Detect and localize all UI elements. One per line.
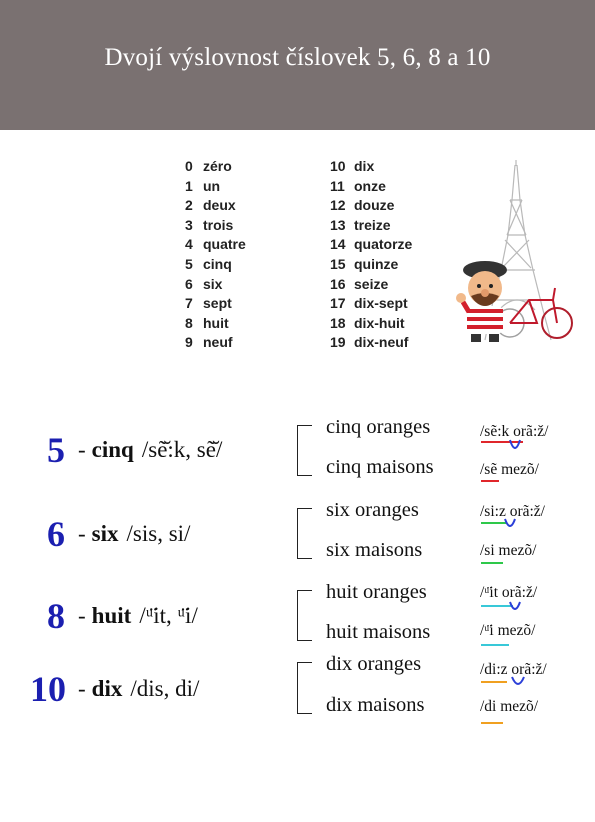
ipa-cinq: /sẽ̆:k, sẽ̆/ xyxy=(141,437,223,462)
list-item: 6 six xyxy=(185,275,223,292)
list-item: 16 seize xyxy=(330,275,389,292)
word-huit-line: - huit /ᵘ̈it, ᵘ̈i/ xyxy=(78,603,198,628)
liaison-underline xyxy=(481,681,507,683)
bicycle-icon xyxy=(496,288,572,338)
word-cinq: cinq xyxy=(91,437,134,462)
list-item: 17 dix-sept xyxy=(330,295,408,312)
ipa-huit-oranges: /ᵘ̈it orã:ž/ xyxy=(480,584,538,601)
vowel-underline xyxy=(481,644,509,646)
french-man-eiffel-tower-illustration xyxy=(455,160,580,345)
ipa-six: /sis, si/ xyxy=(126,521,191,546)
list-item: 4 quatre xyxy=(185,236,246,253)
list-item: 7 sept xyxy=(185,295,232,312)
list-item: 9 neuf xyxy=(185,334,233,351)
page-title: Dvojí výslovnost číslovek 5, 6, 8 a 10 xyxy=(104,44,491,71)
bracket xyxy=(297,662,312,714)
phrase-cinq-oranges: cinq oranges xyxy=(326,416,431,438)
list-item: 3 trois xyxy=(185,216,234,233)
phrase-huit-maisons: huit maisons xyxy=(326,621,431,643)
ipa-dix: /dis, di/ xyxy=(130,676,200,701)
word-six: six xyxy=(91,521,119,546)
phrase-six-maisons: six maisons xyxy=(326,539,423,561)
list-item: 10 dix xyxy=(330,158,375,174)
linking-arc-icon xyxy=(508,438,522,456)
bracket xyxy=(297,590,312,641)
number-five: 5 xyxy=(47,430,65,470)
title-banner xyxy=(0,0,595,130)
ipa-six-maisons: /si mezõ/ xyxy=(480,542,537,559)
ipa-dix-maisons: /di mezõ/ xyxy=(480,698,539,715)
linking-arc-icon xyxy=(503,517,517,533)
ipa-six-oranges: /si:z orã:ž/ xyxy=(480,503,545,520)
phrase-cinq-maisons: cinq maisons xyxy=(326,456,434,478)
word-huit: huit xyxy=(91,603,132,628)
list-item: 13 treize xyxy=(330,216,391,233)
number-six: 6 xyxy=(47,514,65,554)
word-six-line: - six /sis, si/ xyxy=(78,521,191,546)
list-item: 2 deux xyxy=(185,197,236,214)
list-item: 15 quinze xyxy=(330,255,399,272)
list-item: 14 quatorze xyxy=(330,236,413,253)
vowel-underline xyxy=(481,480,499,482)
list-item: 1 un xyxy=(185,177,221,194)
list-item: 11 onze xyxy=(330,177,386,194)
list-item: 12 douze xyxy=(330,197,395,214)
linking-arc-icon xyxy=(510,675,526,691)
ipa-huit: /ᵘ̈it, ᵘ̈i/ xyxy=(139,603,198,628)
vowel-underline xyxy=(481,562,503,564)
list-item: 18 dix-huit xyxy=(330,314,405,331)
vowel-underline xyxy=(481,722,503,724)
list-item: 19 dix-neuf xyxy=(330,334,409,351)
phrase-huit-oranges: huit oranges xyxy=(326,581,427,603)
ipa-cinq-oranges: /sẽ:k orã:ž/ xyxy=(480,423,549,440)
phrase-dix-oranges: dix oranges xyxy=(326,653,422,675)
bracket xyxy=(297,425,312,476)
word-cinq-line: - cinq /sẽ̆:k, sẽ̆/ xyxy=(78,437,223,462)
word-dix-line: - dix /dis, di/ xyxy=(78,676,200,701)
word-dix: dix xyxy=(91,676,123,701)
list-item: 0 zéro xyxy=(185,158,232,174)
linking-arc-icon xyxy=(508,600,522,616)
french-man-icon xyxy=(456,261,507,342)
number-list-left xyxy=(185,157,246,353)
number-eight: 8 xyxy=(47,596,65,636)
phrase-six-oranges: six oranges xyxy=(326,499,419,521)
phrase-dix-maisons: dix maisons xyxy=(326,694,425,716)
ipa-cinq-maisons: /sẽ mezõ/ xyxy=(480,461,539,478)
list-item: 8 huit xyxy=(185,314,229,331)
number-list-right xyxy=(330,157,412,353)
number-ten: 10 xyxy=(30,669,66,709)
ipa-huit-maisons: /ᵘ̈i mezõ/ xyxy=(480,622,536,639)
list-item: 5 cinq xyxy=(185,255,232,272)
bracket xyxy=(297,508,312,559)
ipa-dix-oranges: /di:z orã:ž/ xyxy=(480,661,547,678)
